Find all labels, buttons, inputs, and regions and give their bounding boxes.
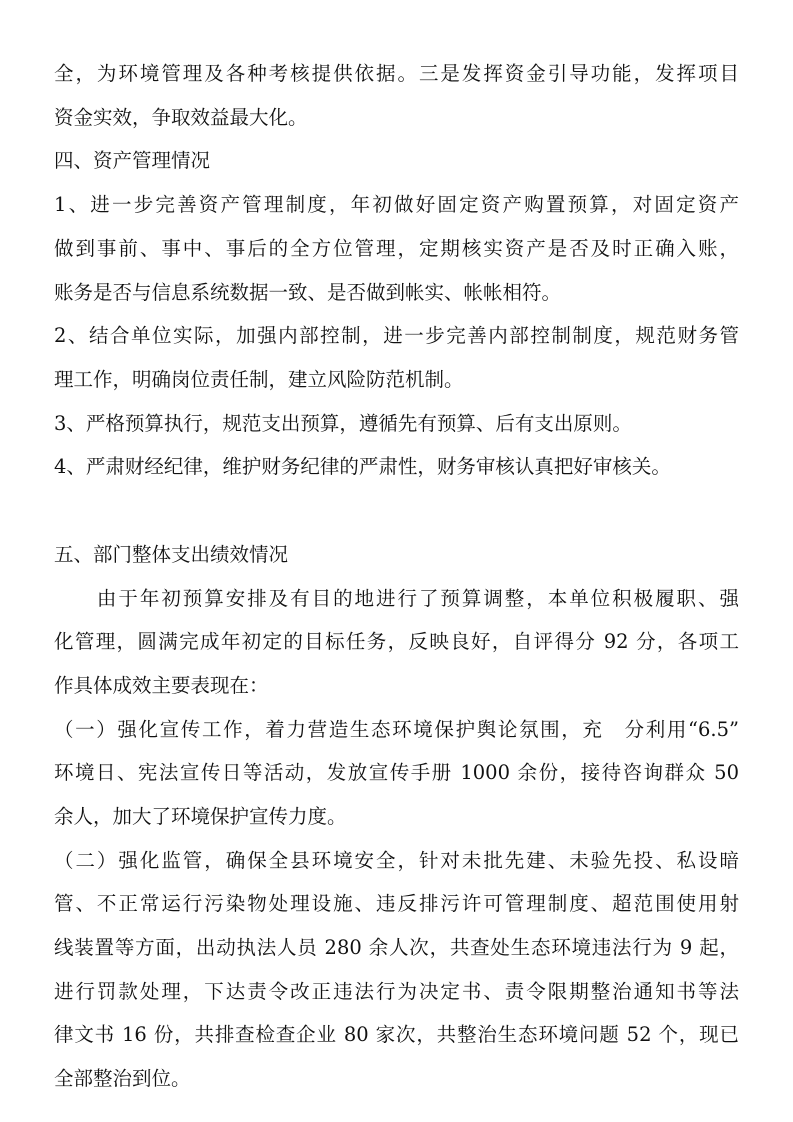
section-5-item-2-line-2: 管、不正常运行污染物处理设施、违反排污许可管理制度、超范围使用射 xyxy=(54,892,739,915)
section-4-item-4: 4、严肃财经纪律，维护财务纪律的严肃性，财务审核认真把好审核关。 xyxy=(54,455,671,478)
section-5-item-2-line-3: 线装置等方面，出动执法人员 280 余人次，共查处生态环境违法行为 9 起， xyxy=(54,936,739,959)
section-4-item-1-line-3: 账务是否与信息系统数据一致、是否做到帐实、帐帐相符。 xyxy=(54,281,562,304)
section-5-heading: 五、部门整体支出绩效情况 xyxy=(54,543,289,566)
section-5-intro-line-3: 作具体成效主要表现在： xyxy=(54,674,269,697)
section-4-item-1-line-2: 做到事前、事中、事后的全方位管理，定期核实资产是否及时正确入账， xyxy=(54,237,739,260)
section-4-item-2-line-1: 2、结合单位实际，加强内部控制，进一步完善内部控制制度，规范财务管 xyxy=(54,324,739,347)
section-5-item-2-line-1: （二）强化监管，确保全县环境安全，针对未批先建、未验先投、私设暗 xyxy=(54,849,739,872)
section-5-item-2-line-6: 全部整治到位。 xyxy=(54,1067,191,1090)
section-4-item-1-line-1: 1、进一步完善资产管理制度，年初做好固定资产购置预算，对固定资产 xyxy=(54,193,739,216)
section-5-intro-line-1: 由于年初预算安排及有目的地进行了预算调整，本单位积极履职、强 xyxy=(54,587,739,610)
intro-para-line-1: 全，为环境管理及各种考核提供依据。三是发挥资金引导功能，发挥项目 xyxy=(54,62,739,85)
section-4-item-3: 3、严格预算执行，规范支出预算，遵循先有预算、后有支出原则。 xyxy=(54,412,632,435)
section-4-item-2-line-2: 理工作，明确岗位责任制，建立风险防范机制。 xyxy=(54,368,464,391)
intro-para-line-2: 资金实效，争取效益最大化。 xyxy=(54,106,308,129)
section-5-item-2-line-4: 进行罚款处理，下达责令改正违法行为决定书、责令限期整治通知书等法 xyxy=(54,980,739,1003)
section-4-heading: 四、资产管理情况 xyxy=(54,149,211,172)
section-5-item-1-line-2: 环境日、宪法宣传日等活动，发放宣传手册 1000 余份，接待咨询群众 50 xyxy=(54,761,739,784)
section-5-item-1-line-3: 余人，加大了环境保护宣传力度。 xyxy=(54,805,347,828)
section-5-item-2-line-5: 律文书 16 份，共排查检查企业 80 家次，共整治生态环境问题 52 个，现已 xyxy=(54,1023,739,1046)
section-5-intro-line-2: 化管理，圆满完成年初定的目标任务，反映良好，自评得分 92 分，各项工 xyxy=(54,630,739,653)
section-5-item-1-line-1: （一）强化宣传工作，着力营造生态环境保护舆论氛围，充 分利用“6.5” xyxy=(54,718,739,741)
